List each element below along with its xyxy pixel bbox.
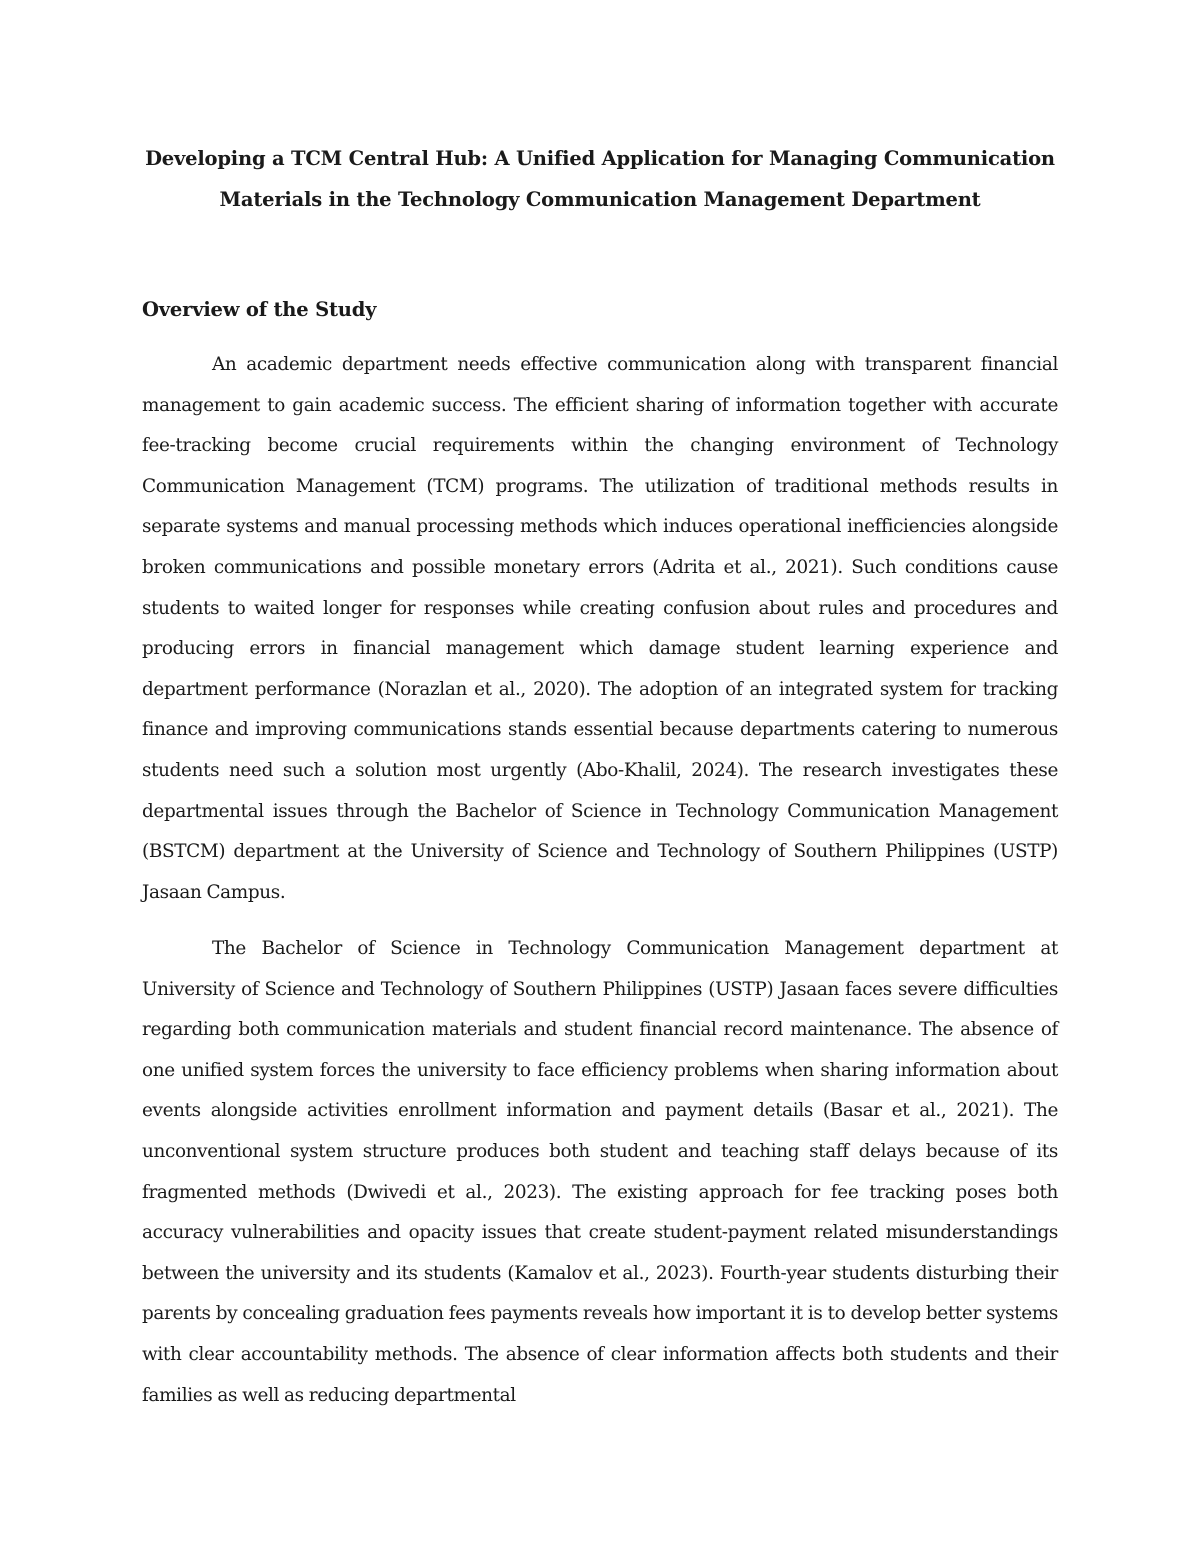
- body-paragraph-2: The Bachelor of Science in Technology Communication Management department at University of Science and Technology of Southern Philippines (USTP) Jasaan faces severe difficulties regarding both communication materials and student financial record maintenance. The absence of one unified system forces the university to face efficiency problems when sharing information about events alongside activities enrollment information and payment details (Basar et al., 2021). The unconventional system structure produces both student and teaching staff delays because of its fragmented methods (Dwivedi et al., 2023). The existing approach for fee tracking poses both accuracy vulnerabilities and opacity issues that create student-payment related misunderstandings between the university and its students (Kamalov et al., 2023). Fourth-year students disturbing their parents by concealing graduation fees payments reveals how important it is to develop better systems with clear accountability methods. The absence of clear information affects both students and their families as well as reducing departmental: [142, 938, 1058, 1406]
- body-paragraph-1: An academic department needs effective communication along with transparent financial management to gain academic success. The efficient sharing of information together with accurate fee-tracking become crucial requirements within the changing environment of Technology Communication Management (TCM) programs. The utilization of traditional methods results in separate systems and manual processing methods which induces operational inefficiencies alongside broken communications and possible monetary errors (Adrita et al., 2021). Such conditions cause students to waited longer for responses while creating confusion about rules and procedures and producing errors in financial management which damage student learning experience and department performance (Norazlan et al., 2020). The adoption of an integrated system for tracking finance and improving communications stands essential because departments catering to numerous students need such a solution most urgently (Abo-Khalil, 2024). The research investigates these departmental issues through the Bachelor of Science in Technology Communication Management (BSTCM) department at the University of Science and Technology of Southern Philippines (USTP) Jasaan Campus.: [142, 354, 1058, 903]
- section-heading: Overview of the Study: [142, 298, 377, 321]
- document-title: Developing a TCM Central Hub: A Unified Application for Managing Communication Materials in the Technology Communication Management Department: [145, 147, 1055, 211]
